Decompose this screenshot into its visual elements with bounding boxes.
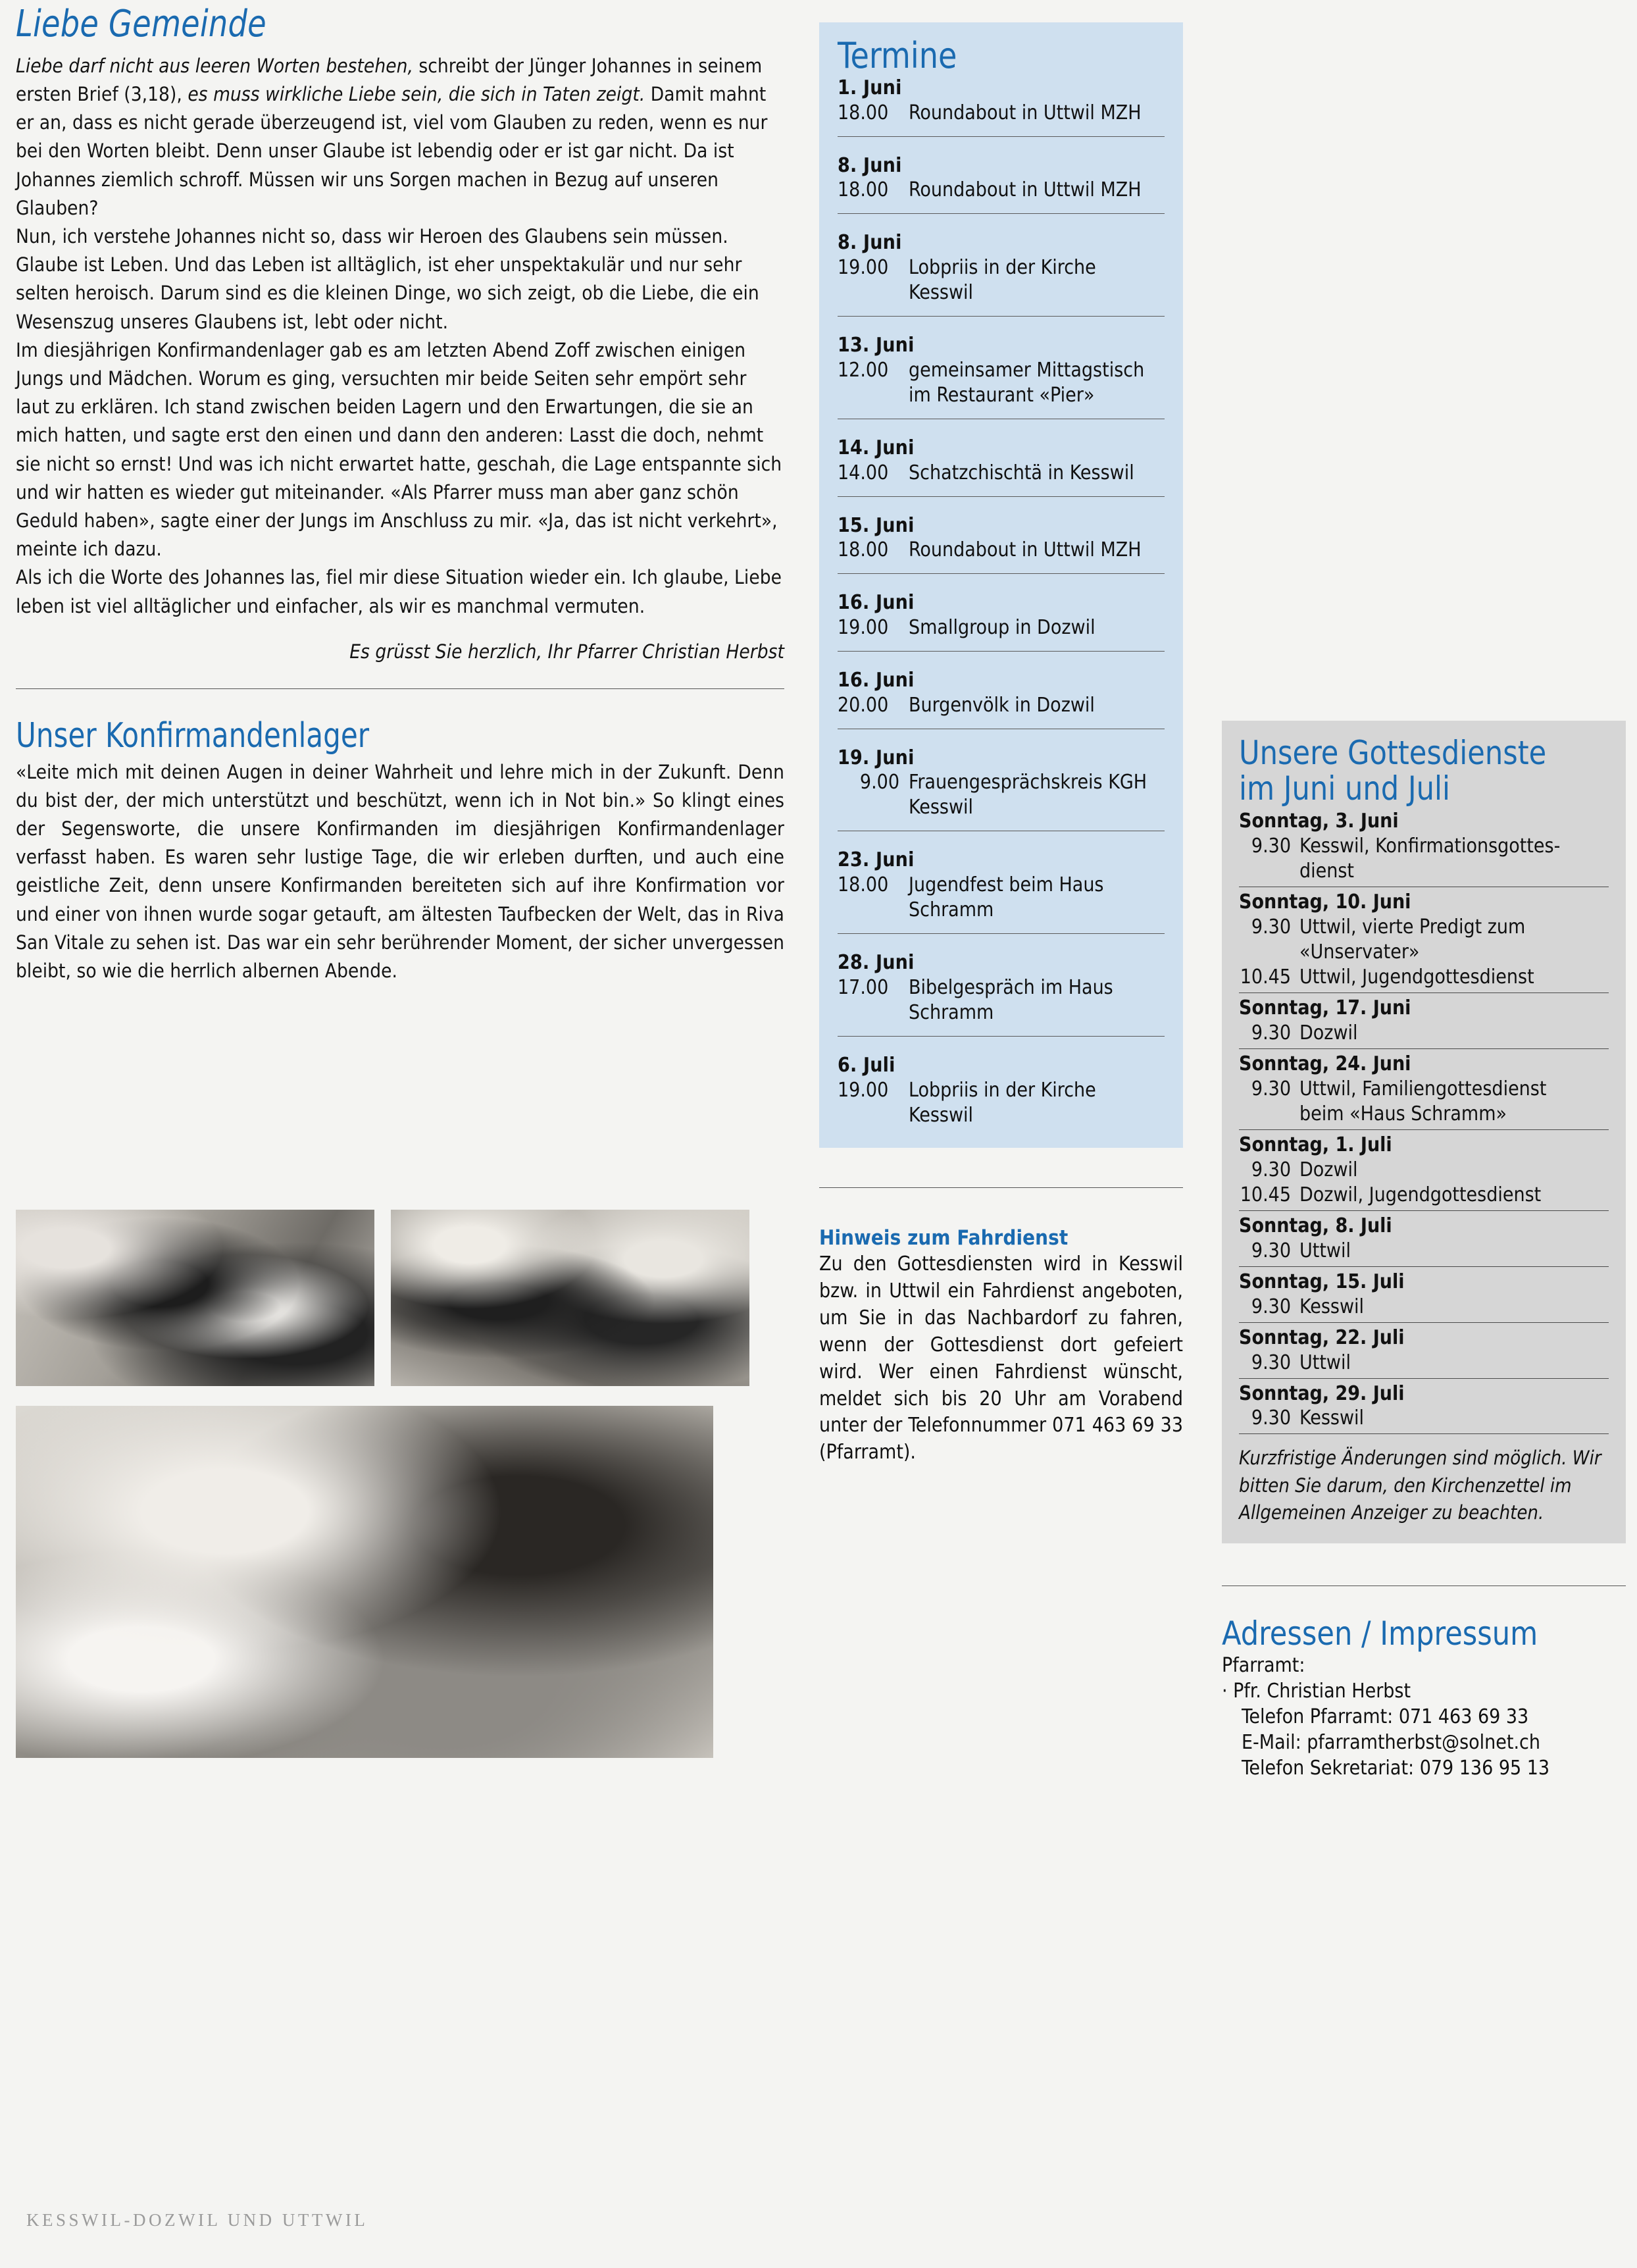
gottesdienst-text: Kesswil, Konfirmationsgottes- — [1299, 834, 1561, 858]
gottesdienst-separator — [1239, 1378, 1609, 1379]
gottesdienst-separator — [1239, 1210, 1609, 1211]
gottesdienst-item — [1239, 1326, 1609, 1376]
gottesdienst-time: 9.30 — [1251, 1406, 1291, 1430]
termine-time: 17.00 — [838, 975, 889, 999]
termine-time: 18.00 — [838, 178, 889, 202]
termine-date: 16. Juni — [838, 591, 915, 615]
intro-normal-2: Damit mahnt er an, dass es nicht gerade überzeugend ist, viel vom Glauben zu reden, wenn es nur bei den Worten bleibt. Denn unser Glaube ist lebendig oder er ist gar nicht. Da ist Johannes ziemlich schroff. Müssen wir uns Sorgen machen in Bezug auf unseren Glauben? — [16, 83, 768, 219]
gottesdienst-time: 9.30 — [1251, 1239, 1291, 1262]
termine-item — [838, 514, 1165, 563]
adressen-contact-line: Telefon Sekretariat: 079 136 95 13 — [1242, 1756, 1550, 1780]
termine-date: 15. Juni — [838, 513, 915, 537]
intro-italic-1: Liebe darf nicht aus leeren Worten bestehen, — [16, 54, 413, 77]
gottesdienst-separator — [1239, 1322, 1609, 1323]
gottesdienst-time: 9.30 — [1251, 834, 1291, 858]
termine-text-continued: Schramm — [909, 1000, 994, 1024]
termine-separator — [838, 136, 1165, 137]
gottesdienst-text: Dozwil — [1299, 1021, 1358, 1044]
section-divider — [16, 688, 784, 689]
termine-separator — [838, 933, 1165, 934]
gottesdienst-entry — [1239, 1158, 1609, 1183]
termine-item — [838, 669, 1165, 718]
termine-date: 19. Juni — [838, 746, 915, 769]
termine-item — [838, 848, 1165, 923]
gottesdienst-item — [1239, 1052, 1609, 1127]
termine-entry — [838, 615, 1165, 640]
termine-text: Lobpriis in der Kirche Kesswil — [909, 255, 1096, 305]
gottesdienst-text: Uttwil, Familiengottesdienst — [1299, 1077, 1547, 1100]
termine-text: Roundabout in Uttwil MZH — [909, 538, 1142, 562]
gottesdienst-entry — [1239, 1239, 1609, 1264]
termine-text: Schatzchischtä in Kesswil — [909, 461, 1134, 484]
intro-normal-1: schreibt der Jünger Johannes in seinem ersten Brief (3,18), — [16, 54, 763, 105]
termine-text: Roundabout in Uttwil MZH — [909, 101, 1142, 124]
gottesdienste-note: Kurzfristige Änderungen sind möglich. Wir bitten Sie darum, den Kirchenzettel im Allgemeinen Anzeiger zu beachten. — [1239, 1447, 1601, 1524]
gottesdienst-day: Sonntag, 1. Juli — [1239, 1133, 1392, 1156]
termine-separator — [838, 213, 1165, 214]
gottesdienst-day: Sonntag, 22. Juli — [1239, 1326, 1405, 1349]
gottesdienst-item — [1239, 809, 1609, 884]
adressen-contact-line: Telefon Pfarramt: 071 463 69 33 — [1242, 1705, 1529, 1728]
gottesdienst-text: Dozwil — [1299, 1158, 1358, 1181]
termine-item — [838, 436, 1165, 486]
photo-girls-writing-cards — [16, 1406, 713, 1758]
right-column — [1222, 721, 1626, 1781]
termine-separator — [838, 651, 1165, 652]
gottesdienst-text-continued: dienst — [1299, 859, 1354, 883]
konfirmandenlager-body — [16, 758, 784, 986]
termine-entry — [838, 770, 1165, 795]
termine-entry — [838, 461, 1165, 486]
gottesdienst-time: 9.30 — [1251, 1351, 1291, 1374]
termine-date: 14. Juni — [838, 436, 915, 459]
gottesdienst-entry — [1239, 1295, 1609, 1320]
section-title-konfirmandenlager: Unser Konfirmandenlager — [16, 716, 370, 756]
gottesdienst-entry — [1239, 1406, 1609, 1431]
termine-date: 8. Juni — [838, 231, 902, 255]
termine-time: 18.00 — [838, 101, 889, 124]
termine-entry — [838, 538, 1165, 563]
termine-list — [838, 76, 1165, 1128]
termine-text: Jugendfest beim Haus — [909, 873, 1104, 897]
termine-item — [838, 76, 1165, 126]
termine-text: gemeinsamer Mittagstisch — [909, 358, 1145, 382]
termine-item — [838, 746, 1165, 821]
termine-separator — [838, 1036, 1165, 1037]
termine-item — [838, 591, 1165, 640]
termine-text-continued: Kesswil — [909, 796, 974, 819]
termine-item — [838, 1054, 1165, 1128]
gottesdienst-day: Sonntag, 15. Juli — [1239, 1270, 1405, 1293]
termine-time: 18.00 — [838, 538, 889, 562]
gottesdienst-entry — [1239, 915, 1609, 940]
termine-date: 6. Juli — [838, 1054, 895, 1077]
gottesdienst-day: Sonntag, 8. Juli — [1239, 1214, 1392, 1237]
fahrdienst-title: Hinweis zum Fahrdienst — [819, 1225, 1069, 1250]
termine-entry — [838, 873, 1165, 898]
gottesdienst-day: Sonntag, 24. Juni — [1239, 1052, 1411, 1075]
footer-brand: KESSWIL-DOZWIL UND UTTWIL — [26, 2210, 368, 2230]
termine-time: 12.00 — [838, 358, 889, 382]
termine-title: Termine — [838, 35, 957, 76]
gottesdienst-day: Sonntag, 17. Juni — [1239, 996, 1411, 1020]
fahrdienst-text: Zu den Gottesdiensten wird in Kesswil bzw. in Uttwil ein Fahrdienst angeboten, um Sie in das Nachbardorf zu fahren, wenn der Gottesdienst dort gefeiert wird. Wer einen Fahrdienst wünscht, meldet sich bis 20 Uhr am Vorabend unter der Telefonnummer 071 463 69 33 (Pfarramt). — [819, 1252, 1183, 1464]
left-column — [16, 5, 784, 985]
gottesdienste-title-line1: Unsere Gottesdienste — [1239, 734, 1547, 772]
gottesdienst-separator — [1239, 1266, 1609, 1267]
editorial-body — [16, 52, 784, 666]
gottesdienst-item — [1239, 1133, 1609, 1208]
paragraph-2: Nun, ich verstehe Johannes nicht so, dass wir Heroen des Glaubens sein müssen. Glaube ist Leben. Und das Leben ist alltäglich, ist eher unspektakulär und nur sehr selten heroisch. Darum sind es die kleinen Dinge, wo sich zeigt, ob die Liebe, die ein Wesenszug unseres Glaubens ist, lebt oder nicht. — [16, 225, 759, 333]
gottesdienst-time: 9.30 — [1251, 1158, 1291, 1181]
gottesdienst-text: Kesswil — [1299, 1406, 1365, 1430]
termine-item — [838, 231, 1165, 305]
gottesdienst-day: Sonntag, 10. Juni — [1239, 890, 1411, 914]
termine-item — [838, 334, 1165, 408]
gottesdienst-text: Uttwil — [1299, 1351, 1351, 1374]
termine-date: 16. Juni — [838, 669, 915, 692]
gottesdienst-time: 9.30 — [1251, 915, 1291, 939]
gottesdienst-separator — [1239, 1129, 1609, 1130]
termine-entry — [838, 975, 1165, 1000]
gottesdienst-entry — [1239, 1021, 1609, 1046]
paragraph-1 — [16, 52, 784, 222]
termine-entry — [838, 178, 1165, 203]
gottesdienst-text-continued: «Unservater» — [1299, 940, 1420, 964]
termine-date: 8. Juni — [838, 153, 902, 177]
photo-row-top — [16, 1210, 784, 1386]
page-title: Liebe Gemeinde — [16, 3, 266, 45]
termine-text: Roundabout in Uttwil MZH — [909, 178, 1142, 202]
adressen-section — [1222, 1616, 1626, 1781]
termine-item — [838, 951, 1165, 1025]
adressen-label: Pfarramt: — [1222, 1653, 1305, 1677]
fahrdienst-section — [819, 1226, 1183, 1467]
gottesdienst-entry — [1239, 965, 1609, 990]
adressen-name: · Pfr. Christian Herbst — [1222, 1679, 1411, 1703]
gottesdienst-time: 9.30 — [1251, 1021, 1291, 1044]
termine-entry — [838, 693, 1165, 718]
adressen-contact-line: E-Mail: pfarramtherbst@solnet.ch — [1242, 1730, 1540, 1754]
signature: Es grüsst Sie herzlich, Ihr Pfarrer Christian Herbst — [349, 640, 784, 663]
termine-date: 28. Juni — [838, 951, 915, 975]
termine-separator — [838, 573, 1165, 574]
middle-divider — [819, 1187, 1183, 1188]
termine-text-continued: Schramm — [909, 898, 994, 922]
gottesdienst-text: Uttwil, vierte Predigt zum — [1299, 915, 1526, 939]
gottesdienst-text: Dozwil, Jugendgottesdienst — [1299, 1183, 1542, 1206]
gottesdienst-item — [1239, 890, 1609, 990]
termine-text: Smallgroup in Dozwil — [909, 615, 1096, 639]
adressen-lines — [1222, 1678, 1626, 1781]
photo-gallery — [16, 1210, 784, 1758]
gottesdienste-title-line2: im Juni und Juli — [1239, 769, 1450, 808]
gottesdienst-separator — [1239, 1433, 1609, 1434]
termine-text: Burgenvölk in Dozwil — [909, 693, 1095, 717]
photo-baptism — [16, 1210, 374, 1386]
termine-box — [819, 22, 1183, 1148]
termine-separator — [838, 496, 1165, 497]
gottesdienst-entry — [1239, 1351, 1609, 1376]
termine-text: Bibelgespräch im Haus — [909, 975, 1113, 999]
termine-time: 18.00 — [838, 873, 889, 897]
middle-column — [819, 22, 1183, 1466]
termine-time: 20.00 — [838, 693, 889, 717]
paragraph-3: Im diesjährigen Konfirmandenlager gab es am letzten Abend Zoff zwischen einigen Jungs und Mädchen. Worum es ging, versuchten mir beide Seiten sehr empört sehr laut zu erklären. Ich stand zwischen beiden Lagern und den Erwartungen, die sie an mich hatten, und sagte erst den einen und dann den anderen: Lasst die doch, nehmt sie nicht so ernst! Und was ich nicht erwartet hatte, geschah, die Lage entspannte sich und wir hatten es wieder gut miteinander. «Als Pfarrer muss man aber ganz schön Geduld haben», sagte einer der Jungs im Anschluss zu mir. «Ja, das ist nicht verkehrt», meinte ich dazu. — [16, 338, 782, 561]
gottesdienst-text-continued: beim «Haus Schramm» — [1299, 1102, 1507, 1125]
intro-italic-2: es muss wirkliche Liebe sein, die sich in Taten zeigt. — [188, 83, 645, 105]
termine-time: 19.00 — [838, 255, 889, 279]
gottesdienst-item — [1239, 996, 1609, 1046]
gottesdienst-entry — [1239, 1183, 1609, 1208]
adressen-title: Adressen / Impressum — [1222, 1614, 1538, 1653]
termine-text-continued: im Restaurant «Pier» — [909, 383, 1095, 407]
termine-item — [838, 154, 1165, 203]
gottesdienst-item — [1239, 1270, 1609, 1320]
gottesdienst-separator — [1239, 1048, 1609, 1049]
gottesdienst-text: Uttwil — [1299, 1239, 1351, 1262]
gottesdienst-time: 9.30 — [1251, 1295, 1291, 1318]
gottesdienst-time: 10.45 — [1240, 1183, 1291, 1206]
termine-date: 1. Juni — [838, 76, 902, 99]
gottesdienst-text: Kesswil — [1299, 1295, 1365, 1318]
gottesdienst-time: 10.45 — [1240, 965, 1291, 989]
termine-date: 13. Juni — [838, 334, 915, 357]
right-divider — [1222, 1585, 1626, 1586]
photo-two-teens-talking — [391, 1210, 749, 1386]
gottesdienst-entry — [1239, 1077, 1609, 1102]
konfi-paragraph: «Leite mich mit deinen Augen in deiner Wahrheit und lehre mich in der Zukunft. Denn du bist der, der mich unterstützt und beschützt, wenn ich in Not bin.» So klingt eines der Segensworte, die unsere Konfirmanden im diesjährigen Konfirmandenlager verfasst haben. Es waren sehr lustige Tage, die wir erleben durften, und auch eine geistliche Zeit, denn unsere Konfirmanden bereiteten sich auf ihre Konfirmation vor und einer von ihnen wurde sogar getauft, am ältesten Taufbecken der Welt, das in Riva San Vitale zu sehen ist. Das war ein sehr berührender Moment, der sicher unvergessen bleibt, so wie die herrlich albernen Abende. — [16, 760, 784, 983]
gottesdienst-text: Uttwil, Jugendgottesdienst — [1299, 965, 1534, 989]
termine-date: 23. Juni — [838, 848, 915, 872]
termine-entry — [838, 255, 1165, 305]
termine-text: Lobpriis in der Kirche Kesswil — [909, 1078, 1096, 1127]
paragraph-4: Als ich die Worte des Johannes las, fiel mir diese Situation wieder ein. Ich glaube, Liebe leben ist viel alltäglicher und einfacher, als wir es manchmal vermuten. — [16, 566, 782, 617]
gottesdienst-separator — [1239, 992, 1609, 993]
gottesdienste-list — [1239, 809, 1609, 1434]
gottesdienste-title — [1239, 735, 1594, 806]
termine-separator — [838, 316, 1165, 317]
gottesdienst-item — [1239, 1214, 1609, 1264]
gottesdienst-day: Sonntag, 29. Juli — [1239, 1381, 1405, 1405]
termine-time: 14.00 — [838, 461, 889, 484]
gottesdienst-entry — [1239, 834, 1609, 859]
termine-time: 19.00 — [838, 1078, 889, 1102]
termine-text: Frauengesprächskreis KGH — [909, 771, 1147, 794]
termine-time: 9.00 — [859, 771, 899, 794]
gottesdienst-time: 9.30 — [1251, 1077, 1291, 1100]
termine-entry — [838, 1078, 1165, 1128]
gottesdienste-box — [1222, 721, 1626, 1543]
termine-time: 19.00 — [838, 615, 889, 639]
gottesdienst-item — [1239, 1381, 1609, 1431]
gottesdienst-day: Sonntag, 3. Juni — [1239, 810, 1399, 833]
termine-entry — [838, 358, 1165, 383]
termine-entry — [838, 101, 1165, 126]
